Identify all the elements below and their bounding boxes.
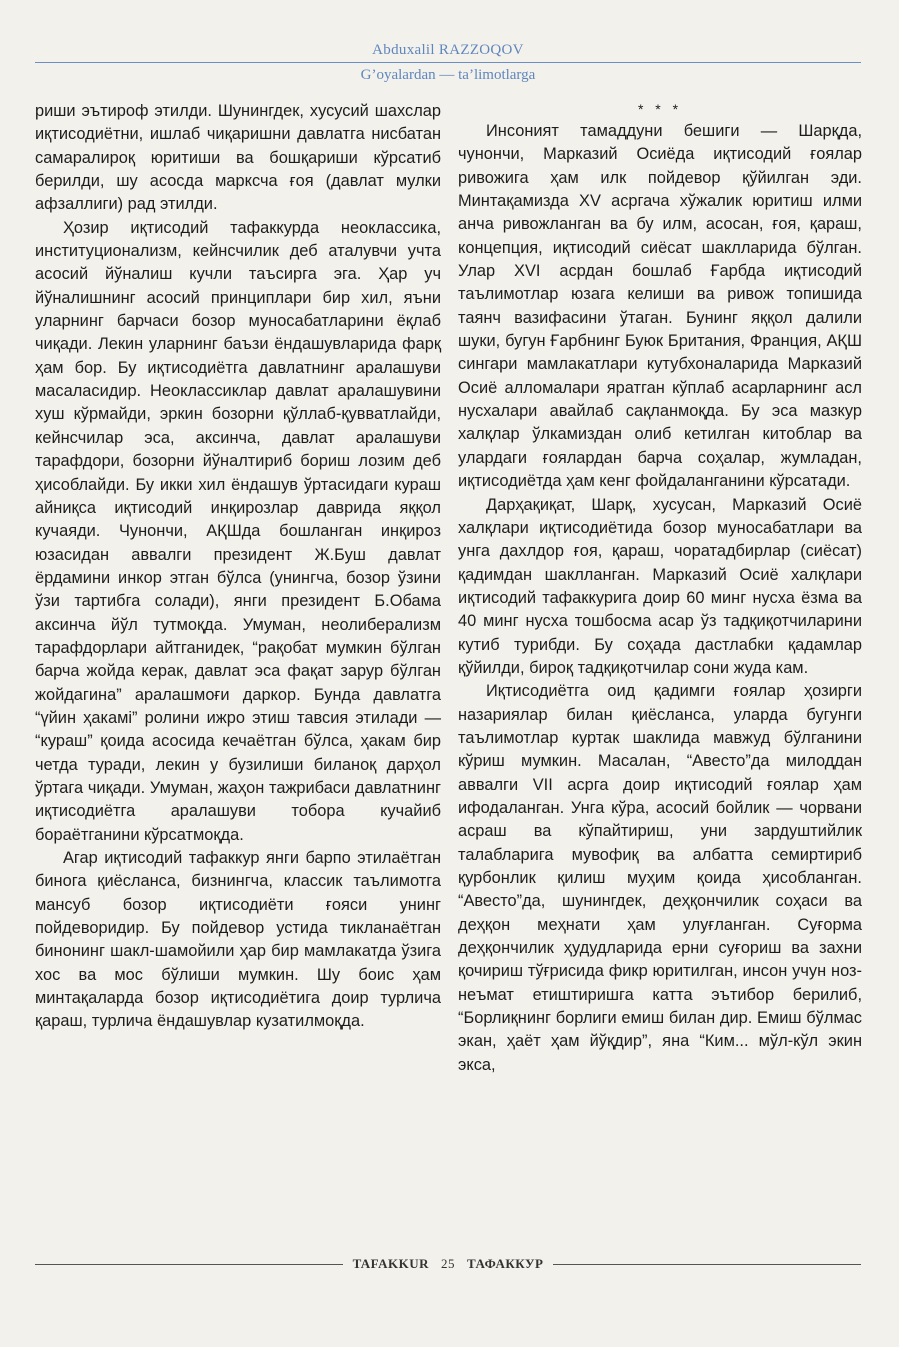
paragraph: Инсоният тамаддуни бешиги — Шарқда, чунончи, Марказий Осиёда иқтисодий ғоялар ривожига ҳам илк пойдевор қўйилган эди. Минтақамизда XV асргача хўжалик юритиш илми анча ривожланган ва бу илм, асосан, ғоя, қараш, концепция, иқтисодий сиёсат шаклларида бўлган. Улар XVI асрдан бошлаб Ғарбда иқтисодий таълимотлар юзага келиши ва ривож топишида таянч вазифасини ўтаган. Бунинг яққол далили шуки, бугун Ғарбнинг Буюк Британия, Франция, АҚШ сингари мамлакатлари кутубхоналарида Марказий Осиё алломалари яратган кўплаб асарларнинг асл нусхалари авайлаб сақланмоқда. Бу эса мазкур халқлар ўлкамиздан олиб кетилган китоблар ва улардаги ғоялардан барча соҳалар, жумладан, иқтисодиётда ҳам кенг фойдаланганини кўрсатади. bbox=[458, 122, 862, 491]
paragraph: риши эътироф этилди. Шунингдек, хусусий шахслар иқтисодиётни, ишлаб чиқаришни давлатга нисбатан самаралироқ юритиши ва бошқариши кўрсатиб берилди, шу асосда марксча ғоя (давлат мулки афзаллиги) рад этилди. bbox=[35, 102, 441, 214]
author-name: Abduxalil RAZZOQOV bbox=[372, 42, 524, 58]
journal-title-cyrillic: ТАФАККУР bbox=[467, 1256, 544, 1271]
paragraph: Иқтисодиётга оид қадимги ғоялар ҳозирги назариялар билан қиёсланса, уларда бугунги таълимотлар куртак шаклида мавжуд бўлганини кўриш мумкин. Масалан, “Авесто”да милоддан аввалги VII асрга доир иқтисодий ғоялар ҳам ифодаланган. Унга кўра, асосий бойлик — чорвани асраш ва кўпайтириш, уни зардуштийлик талабларига мувофиқ ва албатта семиртириб қурбонлик қилиш муҳим қоида ҳисобланган. “Авесто”да, шунингдек, деҳқончилик соҳаси ва деҳқон меҳнати ҳам улуғланган. Суғорма деҳқончилик ҳудудларида ерни суғориш ва захни қочириш тўғрисида фикр юритилган, инсон учун ноз-неъмат етиштиришга катта эътибор берилиб, “Борлиқнинг борлиги емиш билан дир. Емиш бўлмас экан, ҳаёт ҳам йўқдир”, яна “Ким... мўл-кўл экин экса, bbox=[458, 682, 862, 1074]
running-header bbox=[35, 40, 861, 84]
left-column bbox=[35, 100, 441, 1034]
page-footer bbox=[35, 1256, 861, 1272]
paragraph: Ҳозир иқтисодий тафаккурда неоклассика, институционализм, кейнсчилик деб аталувчи учта асосий йўналиш кучли таъсирга эга. Ҳар уч йўналишнинг асосий принциплари бир хил, яъни уларнинг барчаси бозор муносабатларини ёқлаб чиқади. Лекин уларнинг баъзи ёндашувларида фарқ ҳам бор. Бу иқтисодиётга давлатнинг аралашуви масаласидир. Неоклассиклар давлат аралашувини хуш кўрмайди, эркин бозорни қўллаб-қувватлайди, кейнсчилар эса, аксинча, давлат аралашуви тарафдори, бозорни йўналтириб бориш лозим деб ҳисоблайди. Бу икки хил ёндашув ўртасидаги кураш айниқса иқтисодий инқирозлар даврида яққол кучаяди. Чунончи, АҚШда бошланган инқироз юзасидан аввалги президент Ж.Буш давлат ёрдамини инкор этган бўлса (унингча, бозор ўзини ўзи тартибга солади), янги президент Б.Обама аксинча йўл тутмоқда. Умуман, неолиберализм тарафдорлари айтганидек, “рақобат мумкин бўлган барча жойда керак, давлат эса фақат зарур бўлган жойдагина” аралашмоғи даркор. Бунда давлатга “үйин ҳакамі” ролини ижро этиш тавсия этилади — “кураш” қоида асосида кечаётган бўлса, ҳакам бир четда туради, лекин у бузилиши биланоқ дарҳол ўртага чиқади. Умуман, жаҳон тажрибаси давлатнинг иқтисодиётга аралашуви тобора кучайиб бораётганини кўрсатмоқда. bbox=[35, 218, 441, 844]
section-separator: * * * bbox=[637, 101, 683, 117]
section-title: G’oyalardan — ta’limotlarga bbox=[360, 67, 536, 83]
right-column bbox=[458, 100, 862, 1077]
paragraph: Дарҳақиқат, Шарқ, хусусан, Марказий Осиё халқлари иқтисодиётида бозор муносабатлари ва унга дахлдор ғоя, қараш, чоратадбирлар (сиёсат) қадимдан шаклланган. Марказий Осиё халқлари иқтисодий тафаккурига доир 60 минг нусха ёзма ва 40 минг нусха тошбосма асар ўз тадқиқотчиларини кутиб турибди. Бу соҳада дастлабки қадамлар қўйилди, бироқ тадқиқотчилар сони жуда кам. bbox=[458, 495, 862, 677]
page-number: 25 bbox=[441, 1256, 456, 1271]
footer-center bbox=[343, 1256, 554, 1272]
journal-title-latin: TAFAKKUR bbox=[352, 1256, 430, 1271]
footer-rule-right bbox=[553, 1264, 861, 1265]
paragraph: Агар иқтисодий тафаккур янги барпо этилаётган бинога қиёсланса, бизнингча, классик таълимотга мансуб бозор иқтисодиёти ғояси унинг пойдеворидир. Бу пойдевор устида тикланаётган бинонинг шакл-шамойили ҳар бир мамлакатда ўзига хос ва мос бўлиши мумкин. Шу боис ҳам минтақаларда бозор иқтисодиётига доир турлича қараш, турлича ёндашувлар кузатилмоқда. bbox=[35, 849, 441, 1031]
header-rule bbox=[35, 62, 861, 63]
footer-rule-left bbox=[35, 1264, 343, 1265]
